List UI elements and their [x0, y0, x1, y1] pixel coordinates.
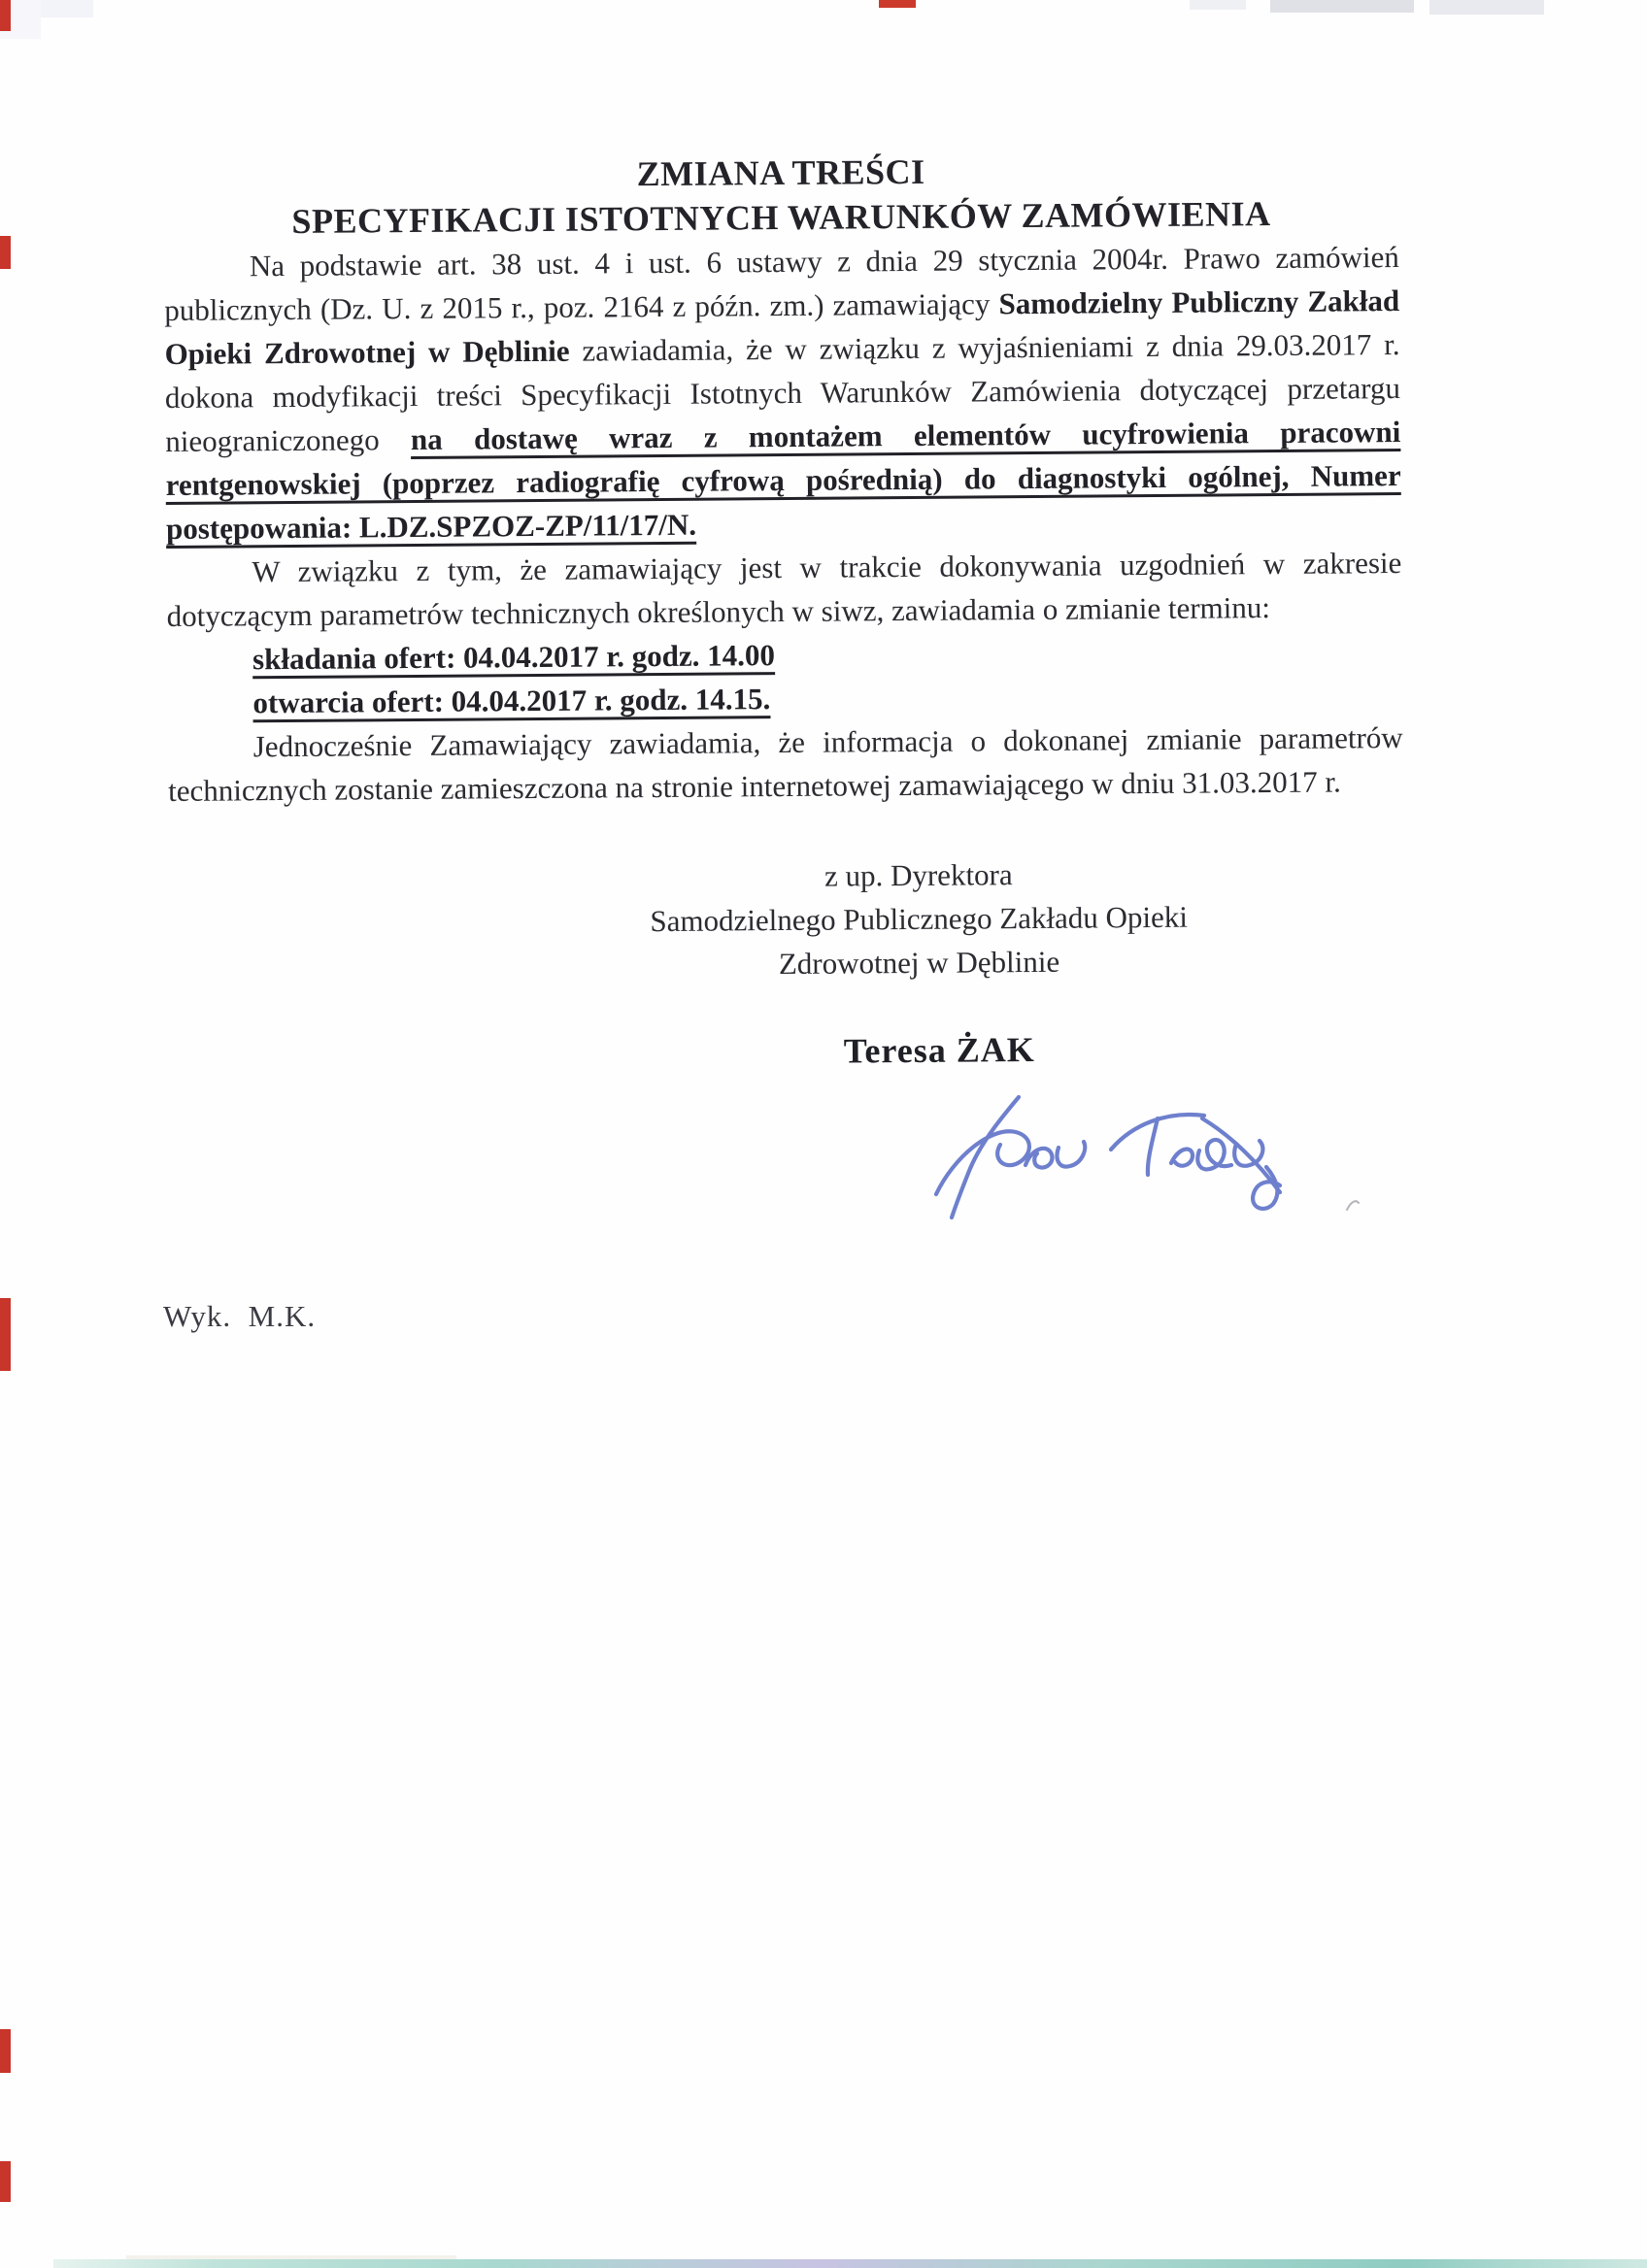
scan-gray-bar	[1429, 0, 1544, 15]
document-title-line2: SPECYFIKACJI ISTOTNYCH WARUNKÓW ZAMÓWIENIA	[291, 194, 1271, 241]
red-edge-mark	[0, 1298, 11, 1371]
scan-gray-bar	[1270, 0, 1414, 13]
paragraph-term-change-intro: W związku z tym, że zamawiający jest w trakcie dokonywania uzgodnień w zakresie dotyczącym parametrów technicznych określonych w siwz, zawiadamia o zmianie terminu:	[166, 545, 1402, 633]
handwritten-signature	[924, 1089, 1294, 1235]
paragraph-legal-basis-text: Na podstawie art. 38 ust. 4 i ust. 6 ustawy z dnia 29 stycznia 2004r. Prawo zamówień publicznych (Dz. U. z 2015 r., poz. 2164 z późn. zm.) zamawiający	[164, 240, 1399, 327]
paragraph-legal-basis-text2: zawiadamia, że w związku z wyjaśnieniami z dnia 29.03.2017 r. dokona modyfikacji treści Specyfikacji Istotnych Warunków Zamówienia dotyczącej przetargu nieograniczonego	[164, 327, 1401, 458]
scan-gray-bar	[1190, 0, 1246, 10]
prepared-by-note: Wyk. M.K.	[163, 1299, 317, 1333]
ordering-party-name: Samodzielny Publiczny Zakład Opieki Zdrowotnej w Dęblinie	[164, 284, 1400, 371]
red-edge-mark	[0, 2161, 11, 2202]
signer-name: Teresa ŻAK	[843, 1029, 1035, 1071]
red-edge-mark	[0, 0, 11, 31]
document-title-line1: ZMIANA TREŚCI	[636, 151, 925, 194]
red-edge-mark	[0, 236, 11, 269]
deadline-opening-text: otwarcia ofert: 04.04.2017 r. godz. 14.15.	[252, 682, 771, 720]
red-edge-mark	[0, 2029, 11, 2073]
paragraph-legal-basis	[164, 235, 1401, 550]
scan-bottom-band	[53, 2259, 1647, 2268]
signature-authority-line3: Zdrowotnej w Dęblinie	[778, 944, 1060, 982]
tender-subject-text: na dostawę wraz z montażem elementów ucyfrowienia pracowni rentgenowskiej (poprzez radiografię cyfrową pośrednią) do diagnostyki ogólnej, Numer postępowania: L.DZ.SPZOZ-ZP/11/17/N.	[165, 415, 1401, 546]
scan-speck	[1344, 1196, 1361, 1214]
signature-authority-line1: z up. Dyrektora	[824, 857, 1013, 893]
red-edge-mark	[879, 0, 916, 8]
signature-block	[608, 850, 1231, 1076]
deadline-submission-text: składania ofert: 04.04.2017 r. godz. 14.00	[252, 638, 776, 677]
signature-authority-line2: Samodzielnego Publicznego Zakładu Opieki	[650, 899, 1189, 939]
paragraph-website-notice: Jednocześnie Zamawiający zawiadamia, że informacja o dokonanej zmianie parametrów technicznych zostanie zamieszczona na stronie internetowej zamawiającego w dniu 31.03.2017 r.	[168, 719, 1403, 808]
document-body	[163, 146, 1405, 1080]
document-title	[163, 146, 1399, 245]
